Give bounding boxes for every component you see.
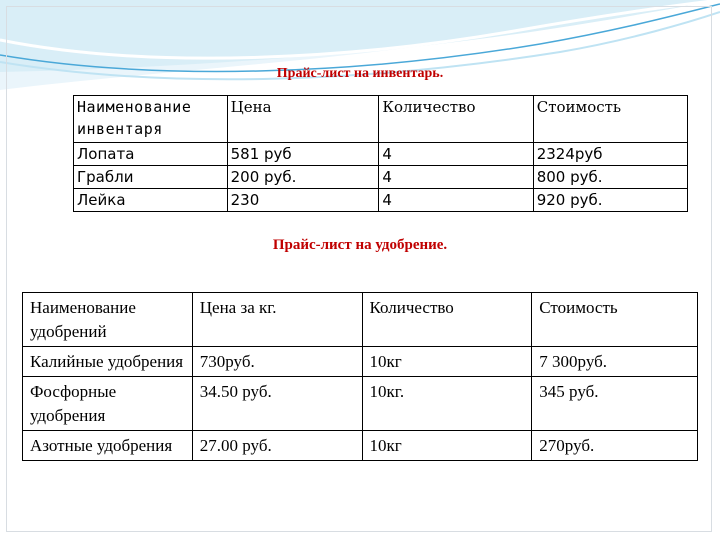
header-cell: Количество — [362, 293, 532, 347]
table-cell: 4 — [379, 189, 533, 212]
table-cell: Лопата — [74, 143, 228, 166]
table-cell: 920 руб. — [533, 189, 687, 212]
inventory-title: Прайс-лист на инвентарь. — [276, 66, 444, 81]
table-cell: 4 — [379, 143, 533, 166]
table-row — [23, 377, 698, 431]
table-cell: Калийные удобрения — [23, 347, 193, 377]
table-cell: 2324руб — [533, 143, 687, 166]
header-cell: Стоимость — [533, 96, 687, 143]
table-cell: 10кг — [362, 347, 532, 377]
table-cell: 345 руб. — [532, 377, 698, 431]
table-row — [74, 166, 688, 189]
table-cell: 7 300руб. — [532, 347, 698, 377]
table-cell: 730руб. — [192, 347, 362, 377]
table-cell: 34.50 руб. — [192, 377, 362, 431]
table-header-row — [74, 96, 688, 143]
table-cell: 200 руб. — [227, 166, 379, 189]
table-cell: 10кг. — [362, 377, 532, 431]
table-row — [74, 143, 688, 166]
table-cell: Лейка — [74, 189, 228, 212]
table-row — [23, 347, 698, 377]
table-cell: 4 — [379, 166, 533, 189]
table-header-row — [23, 293, 698, 347]
table-cell: Азотные удобрения — [23, 431, 193, 461]
header-cell: Стоимость — [532, 293, 698, 347]
table-cell: Фосфорные удобрения — [23, 377, 193, 431]
table-cell: 230 — [227, 189, 379, 212]
header-cell: Количество — [379, 96, 533, 143]
table-row — [74, 189, 688, 212]
table-cell: 27.00 руб. — [192, 431, 362, 461]
table-cell: 581 руб — [227, 143, 379, 166]
table-cell: 10кг — [362, 431, 532, 461]
header-cell: Цена — [227, 96, 379, 143]
table-cell: 800 руб. — [533, 166, 687, 189]
table-cell: 270руб. — [532, 431, 698, 461]
table-row — [23, 431, 698, 461]
header-cell: Наименование инвентаря — [74, 96, 228, 143]
fertilizer-title: Прайс-лист на удобрение. — [272, 237, 448, 253]
fertilizer-table — [22, 292, 698, 461]
inventory-table — [73, 95, 688, 212]
table-cell: Грабли — [74, 166, 228, 189]
header-cell: Цена за кг. — [192, 293, 362, 347]
header-cell: Наименование удобрений — [23, 293, 193, 347]
